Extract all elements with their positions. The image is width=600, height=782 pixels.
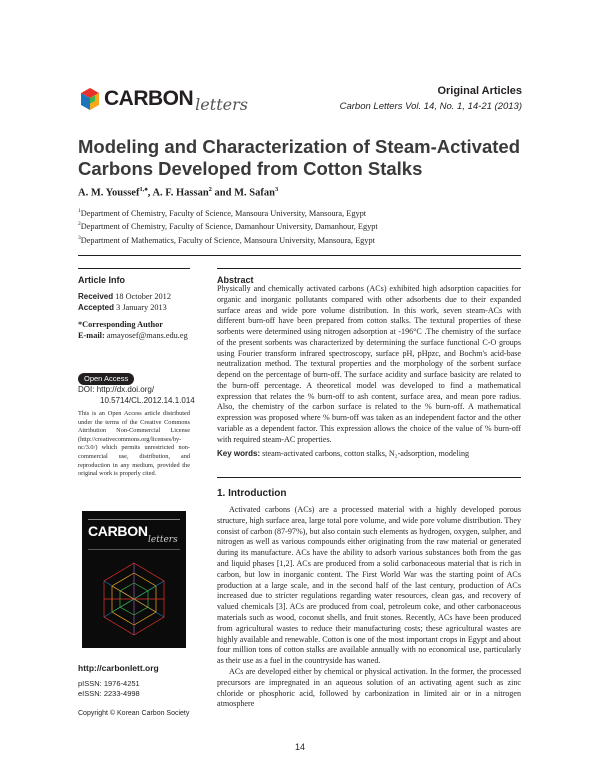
article-info-rule [78,268,190,269]
intro-body [217,505,521,710]
author-name: A. F. Hassan [152,187,209,199]
email-label: E-mail: [78,331,105,340]
doi-id[interactable]: 10.5714/CL.2012.14.1.014 [100,395,195,405]
cover-graphic-icon [82,511,186,648]
affil-text: Department of Chemistry, Faculty of Science, Mansoura University, Mansoura, Egypt [80,208,367,218]
affiliation-line [78,206,378,219]
doi-line [78,385,195,396]
received-label: Received [78,292,114,301]
received-line [78,291,171,302]
journal-cover-image [82,511,186,648]
email-line [78,330,188,341]
logo-word: CARBON [104,87,194,110]
doi-label: DOI: [78,385,95,394]
keywords-text: steam-activated carbons, cotton stalks, N₂-adsorption, modeling [262,449,470,458]
abstract-text: Physically and chemically activated carbons (ACs) exhibited high adsorption capacities for organic and inorganic pollutants compared with other adsorbents due to their expanded surface areas and wide pore volume distribution. In this work, seven steam-ACs with different burn-off have been prepared from cotton stalks. The textural properties of these sorbents were determined using nitrogen adsorption at -196°C .The chemistry of the surface of the present sorbents was characterized by determining the surface functional C-O groups using Fourier transform infrared spectroscopy, surface pH, pHpzc, and Bochm's acid-base neutralization method. The textural properties and the morphology of the sorbent surface depend on the percentage of burn-off. The surface acidity and surface basicity are related to the burn-off percentage. A theoretical model was developed to find a mathematical expression that relates the % burn-off to ash content, surface area, and mean pore radius. Also, the chemistry of the carbon surface is related to the % burn-off. A mathematical expression was proposed where % burn-off was taken as an independent factor and the other variable as a dependent factor. This expression allows the choice of the value of % burn-off with required steam-AC properties. [217,284,521,444]
received-date: 18 October 2012 [115,292,171,301]
corr-label-text: *Corresponding Author [78,320,163,329]
abstract-rule [217,268,521,269]
license-text: This is an Open Access article distributed under the terms of the Creative Commons Attribution Non-Commercial License (http://creativecommons.org/licenses/by-nc/3.0/) which permits unrestricted non-commercial use, distribution, and reproduction in any medium, provided the original work is properly cited. [78,410,190,478]
section-label: Original Articles [437,85,522,97]
email-address[interactable]: amayosef@mans.edu.eg [106,331,188,340]
issn-block [78,679,140,699]
author-name: M. Safan [234,187,275,199]
affil-sup: 2 [78,221,81,228]
cover-title: CARBON [88,523,148,539]
intro-rule [217,477,521,478]
keywords-line [217,449,521,458]
intro-paragraph: Activated carbons (ACs) are a processed material with a highly developed porous structure, high surface area, large total pore volume, and wide pore volume distribution. They consist of carbon (87-97%), but also contain such elements as hydrogen, oxygen, sulpher, and nitrogen as well as various compounds either originating from the raw material or generated during its manufacture. ACs have the ability to adsorb various substances both from the gas and liquid phases [1,2]. ACs are produced from a solid carbonaceous material that is rich in carbon, but low in inorganic content. The First World War was the starting point of ACs production at a large scale, and in the second half of the last century, production of ACs increased due to stricter regulations regarding water resources, clean gas, and recovery of valued chemicals [3]. ACs are produced from coal, petroleum coke, and other carbonaceous materials such as wood, coconut shells, and fruit stones. Recently, ACs have been produced from agricultural wastes to reduce their manufacturing costs; these agricultural wastes are highly available and renewable. Cotton is one of the most important crops in Egypt and about four million tons of cotton stalks are available annually with no economical use, particularly as their use as a fuel in the countryside has waned. [217,505,521,666]
cover-script: letters [148,535,178,545]
intro-heading: 1. Introduction [217,488,287,499]
copyright-line: Copyright © Korean Carbon Society [78,710,190,717]
logo-mark-icon [78,87,102,111]
logo-script: letters [195,94,248,114]
header-divider [78,255,521,256]
affil-text: Department of Mathematics, Faculty of Science, Mansoura University, Mansoura, Egypt [80,235,375,245]
accepted-line [78,302,167,313]
author-affil-sup: 3 [274,186,279,193]
author-affil-sup: 2 [208,186,212,193]
affiliation-line [78,233,378,246]
pissn: pISSN: 1976-4251 [78,679,140,688]
article-info-heading: Article Info [78,275,126,285]
journal-citation: Carbon Letters Vol. 14, No. 1, 14-21 (2013) [339,101,522,112]
accepted-label: Accepted [78,303,115,312]
page-number: 14 [294,742,305,752]
affiliations [78,206,378,246]
doi-block [78,385,195,406]
author-name: A. M. Youssef [78,187,140,199]
author-separator: , [147,187,153,199]
doi-url[interactable]: http://dx.doi.org/ [96,385,155,394]
affil-text: Department of Chemistry, Faculty of Science, Damanhour University, Damanhour, Egypt [80,222,378,232]
accepted-date: 3 January 2013 [116,303,167,312]
author-separator: and [211,187,235,199]
affil-sup: 3 [78,234,81,241]
corresponding-author-label [78,319,163,330]
affiliation-line [78,219,378,232]
open-access-badge: Open Access [78,373,134,385]
paper-title: Modeling and Characterization of Steam-Activated Carbons Developed from Cotton Stalks [78,136,521,179]
eissn: eISSN: 2233-4998 [78,689,140,698]
author-list [78,186,278,199]
journal-url[interactable]: http://carbonlett.org [78,663,159,673]
keywords-label: Key words: [217,449,261,458]
author-affil-sup: 1,♠ [139,186,148,193]
abstract-heading: Abstract [217,275,254,285]
journal-logo [78,86,248,112]
affil-sup: 1 [78,208,81,214]
intro-paragraph: ACs are developed either by chemical or physical activation. In the former, the processed precursors are impregnated in an aqueous solution of an activating agent such as zinc chloride or phosphoric acid, followed by carbonization in limited air or in a nitrogen atmosphere [217,666,521,709]
